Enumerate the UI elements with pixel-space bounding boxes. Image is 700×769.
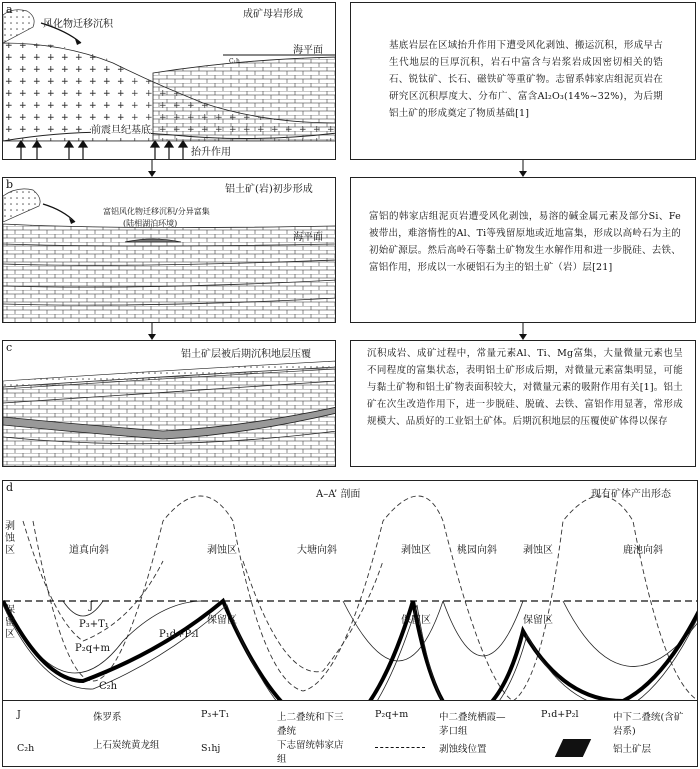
text-box-3-content: 沉积成岩、成矿过程中，常量元素Al、Ti、Mg富集，大量微量元素也呈不同程度的富集状态，表明铝土矿形成后期，对微量元素富集明显，可能与黏土矿物和铝土矿物表面积较大，对微量元素的吸附作用有关[1]。铝土矿在次生改造作用下，进一步脱硅、脱硫、去铁、富铝作用显著，常形成规模大、品质好的工业铝土矿体。后期沉积地层的压覆使矿体得以保存 xyxy=(367,348,683,427)
panel-d-preserve-zone-label: 保留区 xyxy=(5,605,15,640)
legend-p2qm-symbol: P₂q+m xyxy=(375,709,409,720)
panel-a-weathering-label: 风化物迁移沉积 xyxy=(43,19,113,30)
panel-c-letter: c xyxy=(6,341,13,354)
panel-a-title: 成矿母岩形成 xyxy=(243,9,303,20)
panel-d-letter: d xyxy=(6,481,14,494)
panel-b-enrich-label: 富铝风化物迁移沉积/分异富集 xyxy=(103,207,210,216)
text-box-2 xyxy=(350,177,696,323)
arrow-text-1-to-2 xyxy=(516,160,530,178)
legend-p3t1-label: 上二叠统和下三叠统 xyxy=(277,712,344,737)
panel-b-enrich-sub-label: (陆相湖泊环境) xyxy=(123,219,178,228)
legend xyxy=(2,700,698,767)
syncline-daozhen: 道真向斜 xyxy=(69,545,109,556)
text-box-3 xyxy=(350,340,696,467)
panel-d-title: A–A’ 剖面 xyxy=(316,489,361,500)
legend-c2h-symbol: C₂h xyxy=(17,743,35,754)
legend-c2h-label: 上石炭统黄龙组 xyxy=(93,740,160,751)
panel-a xyxy=(2,2,336,160)
preserve-zone-3: 保留区 xyxy=(523,615,553,626)
panel-a-sea-label: 海平面 xyxy=(293,45,323,56)
syncline-taoyuan: 桃园向斜 xyxy=(457,545,497,556)
panel-c-title: 铝土矿层被后期沉积地层压覆 xyxy=(181,349,311,360)
erosion-zone-1: 剥蚀区 xyxy=(207,545,237,556)
panel-a-base-label: 前震旦纪基底 xyxy=(91,121,151,136)
panel-a-uplift-label: 抬升作用 xyxy=(191,147,231,158)
panel-b xyxy=(2,177,336,323)
legend-erosion-line-label: 剥蚀线位置 xyxy=(439,744,487,755)
preserve-zone-2: 保留区 xyxy=(401,615,431,626)
panel-a-c1h-label: C₁h xyxy=(229,58,240,65)
unit-p3t1-label: P₃+T₁ xyxy=(79,619,109,630)
panel-a-letter: a xyxy=(6,3,13,16)
panel-b-letter: b xyxy=(6,178,14,191)
legend-ore-layer-label: 铝土矿层 xyxy=(613,744,652,755)
panel-b-title: 铝土矿(岩)初步形成 xyxy=(225,184,313,195)
legend-erosion-line-symbol xyxy=(375,747,425,748)
panel-d-erosion-zone-label: 剥蚀区 xyxy=(5,521,15,556)
arrow-a-to-b xyxy=(145,160,159,178)
syncline-luchi: 鹿池向斜 xyxy=(623,545,663,556)
legend-p2qm-label: 中二叠统栖霞—茅口组 xyxy=(439,712,506,737)
panel-d-right-title: 现有矿体产出形态 xyxy=(591,489,671,500)
legend-p1d-label: 中下二叠统(含矿岩系) xyxy=(613,712,684,737)
panel-b-sea-label: 海平面 xyxy=(293,232,323,243)
unit-p2qm-label: P₂q+m xyxy=(75,643,110,654)
text-box-1 xyxy=(350,2,696,160)
unit-j-label: J xyxy=(89,601,94,612)
arrow-b-to-c xyxy=(145,323,159,341)
erosion-zone-2: 剥蚀区 xyxy=(401,545,431,556)
legend-p1d-symbol: P₁d+P₂l xyxy=(541,709,579,720)
legend-s1hj-label: 下志留统韩家店组 xyxy=(277,740,344,765)
panel-b-diagram xyxy=(3,178,336,323)
legend-s1hj-symbol: S₁hj xyxy=(201,743,221,754)
text-box-1-content: 基底岩层在区域抬升作用下遭受风化剥蚀、搬运沉积，形成早古生代地层的巨厚沉积，岩石中富含与岩浆岩成因密切相关的锆石、锐钛矿、长石、磁铁矿等重矿物。志留系韩家店组泥页岩在研究区沉积厚度大、分布广、富含Al₂O₃(14%~32%)，为后期铝土矿的形成奠定了物质基础[1] xyxy=(389,40,663,119)
preserve-zone-1: 保留区 xyxy=(207,615,237,626)
erosion-zone-3: 剥蚀区 xyxy=(523,545,553,556)
panel-c xyxy=(2,340,336,467)
unit-c2h-label: C₂h xyxy=(99,681,118,692)
syncline-datang: 大塘向斜 xyxy=(297,545,337,556)
text-box-2-content: 富铝的韩家店组泥页岩遭受风化剥蚀，易溶的碱金属元素及部分Si、Fe被带出，难溶惰性的Al、Ti等残留原地或近地富集，形成以高岭石为主的初始矿源层。然后高岭石等黏土矿物发生水解作用和进一步脱硅、去铁、富铝作用，形成以一水硬铝石为主的铝土矿（岩）层[21] xyxy=(369,211,681,273)
legend-j-label: 侏罗系 xyxy=(93,712,122,723)
legend-ore-layer-symbol xyxy=(555,739,591,757)
legend-p3t1-symbol: P₃+T₁ xyxy=(201,709,230,720)
legend-j-symbol: J xyxy=(17,709,21,720)
unit-p1d-label: P₁d+P₂l xyxy=(159,629,199,640)
arrow-text-2-to-3 xyxy=(516,323,530,341)
